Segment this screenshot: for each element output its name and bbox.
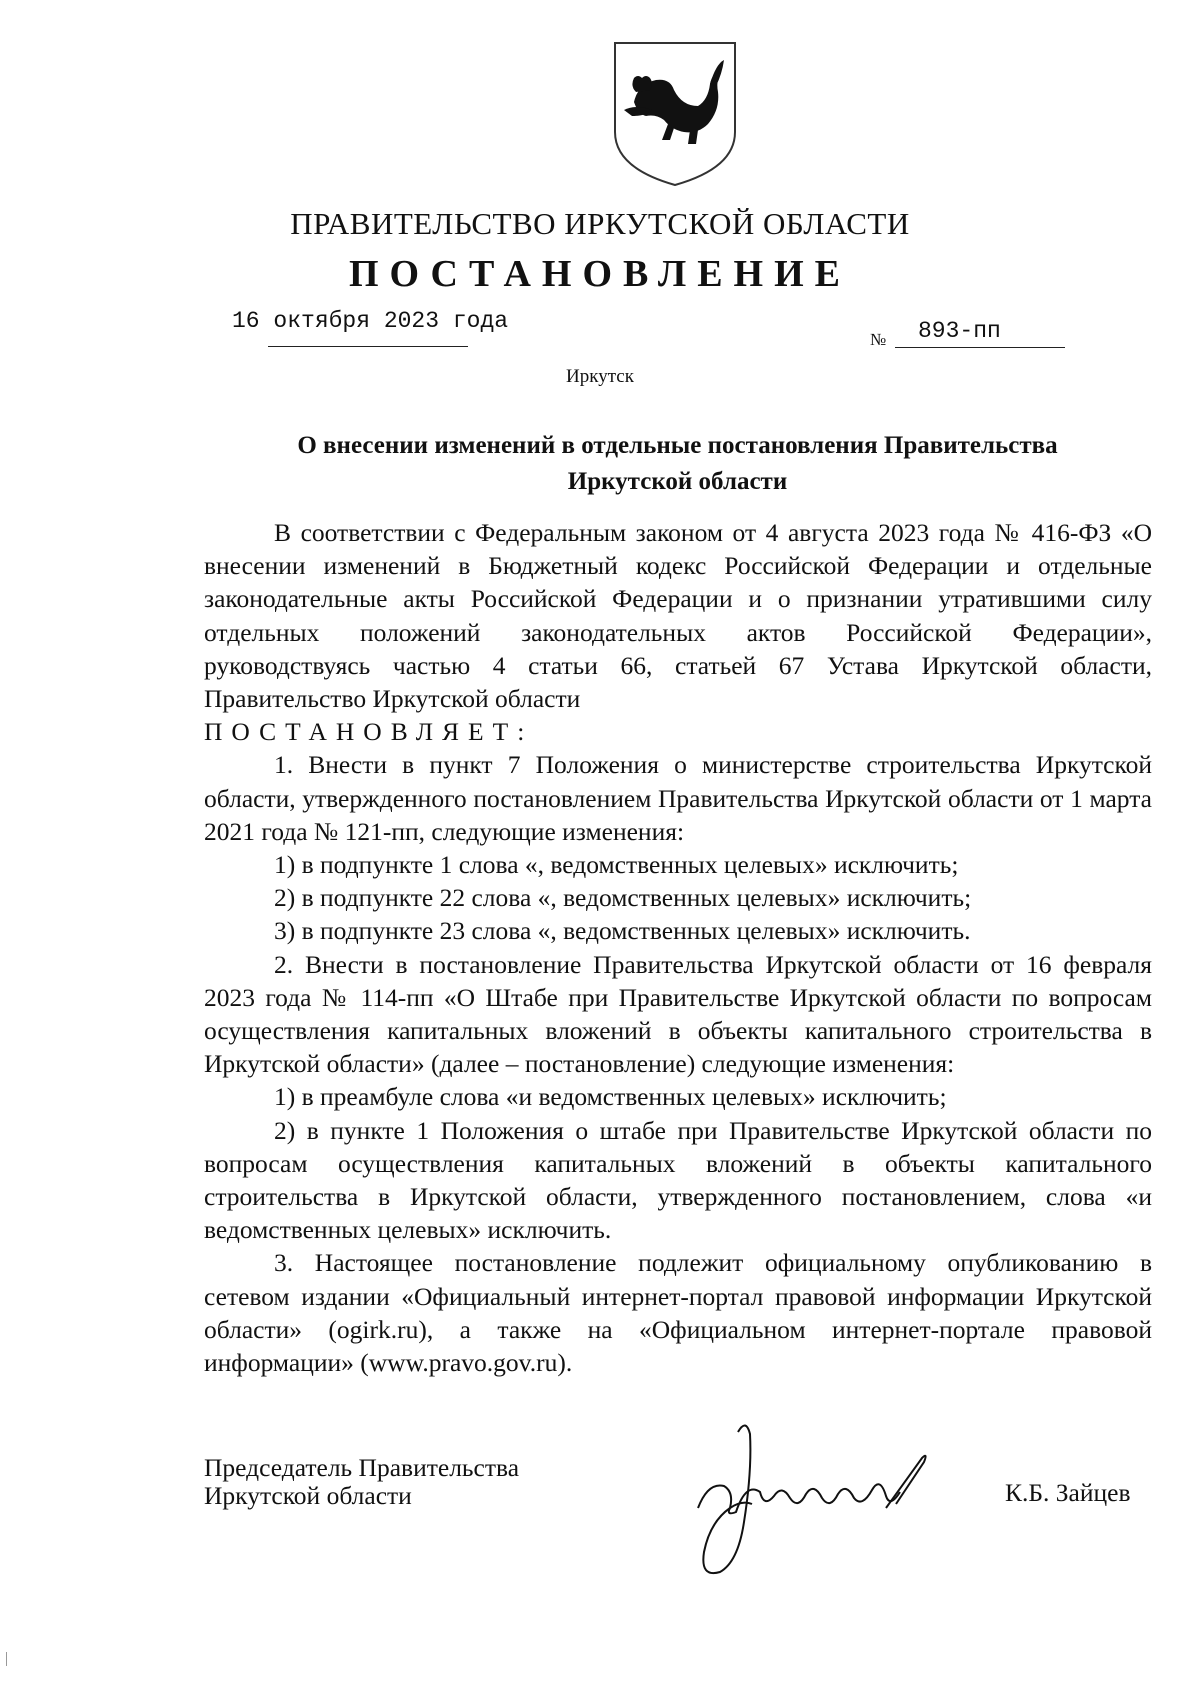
government-name: ПРАВИТЕЛЬСТВО ИРКУТСКОЙ ОБЛАСТИ [290, 206, 910, 241]
subitem-paragraph: 2) в пункте 1 Положения о штабе при Правительстве Иркутской области по вопросам осуществления капитальных вложений в объекты капитального строительства в Иркутской области, утвержденного постановлением, слова «и ведомственных целевых» исключить. [204, 1115, 1152, 1245]
subitem-paragraph: 2) в подпункте 22 слова «, ведомственных целевых» исключить; [274, 883, 972, 913]
subitem-paragraph: 1) в преамбуле слова «и ведомственных целевых» исключить; [274, 1082, 947, 1112]
signatory-name: К.Б. Зайцев [1005, 1478, 1131, 1507]
subitem-paragraph: 3) в подпункте 23 слова «, ведомственных целевых» исключить. [274, 916, 971, 946]
document-title [205, 428, 1150, 500]
document-title-line: Иркутской области [567, 468, 788, 495]
signatory-position-line: Председатель Правительства [204, 1453, 520, 1482]
subitem-paragraph: 1) в подпункте 1 слова «, ведомственных целевых» исключить; [274, 850, 959, 880]
handwritten-signature-icon [690, 1412, 950, 1584]
scan-edge-mark [6, 1652, 7, 1666]
document-title-line: О внесении изменений в отдельные постановления Правительства [297, 432, 1058, 459]
item-paragraph: 1. Внести в пункт 7 Положения о министерстве строительства Иркутской области, утвержденного постановлением Правительства Иркутской области от 1 марта 2021 года № 121-пп, следующие изменения: [204, 750, 1152, 846]
signatory-position [204, 1454, 519, 1510]
city-name: Иркутск [566, 366, 634, 387]
preamble-paragraph: В соответствии с Федеральным законом от 4 августа 2023 года № 416-ФЗ «О внесении изменений в Бюджетный кодекс Российской Федерации и отдельные законодательные акты Российской Федерации и о признании утратившими силу отдельных положений законодательных актов Российской Федерации», руководствуясь частью 4 статьи 66, статьей 67 Устава Иркутской области, Правительство Иркутской области [204, 518, 1152, 714]
signatory-position-line: Иркутской области [204, 1481, 412, 1510]
coat-of-arms-icon [612, 40, 738, 188]
number-underline [895, 347, 1065, 348]
item-paragraph: 3. Настоящее постановление подлежит официальному опубликованию в сетевом издании «Официальный интернет-портал правовой информации Иркутской области» (ogirk.ru), а также на «Официальном интернет-портале правовой информации» (www.pravo.gov.ru). [204, 1248, 1152, 1378]
document-number: 893-пп [918, 318, 1001, 344]
item-paragraph: 2. Внести в постановление Правительства Иркутской области от 16 февраля 2023 года № 114-пп «О Штабе при Правительстве Иркутской области по вопросам осуществления капитальных вложений в объекты капитального строительства в Иркутской области» (далее – постановление) следующие изменения: [204, 949, 1152, 1079]
resolves-heading: ПОСТАНОВЛЯЕТ: [204, 717, 534, 747]
document-date: 16 октября 2023 года [232, 308, 509, 334]
document-type: ПОСТАНОВЛЕНИЕ [348, 253, 852, 295]
number-sign: № [870, 330, 887, 349]
document-body [204, 516, 1152, 1379]
date-underline [268, 346, 468, 347]
